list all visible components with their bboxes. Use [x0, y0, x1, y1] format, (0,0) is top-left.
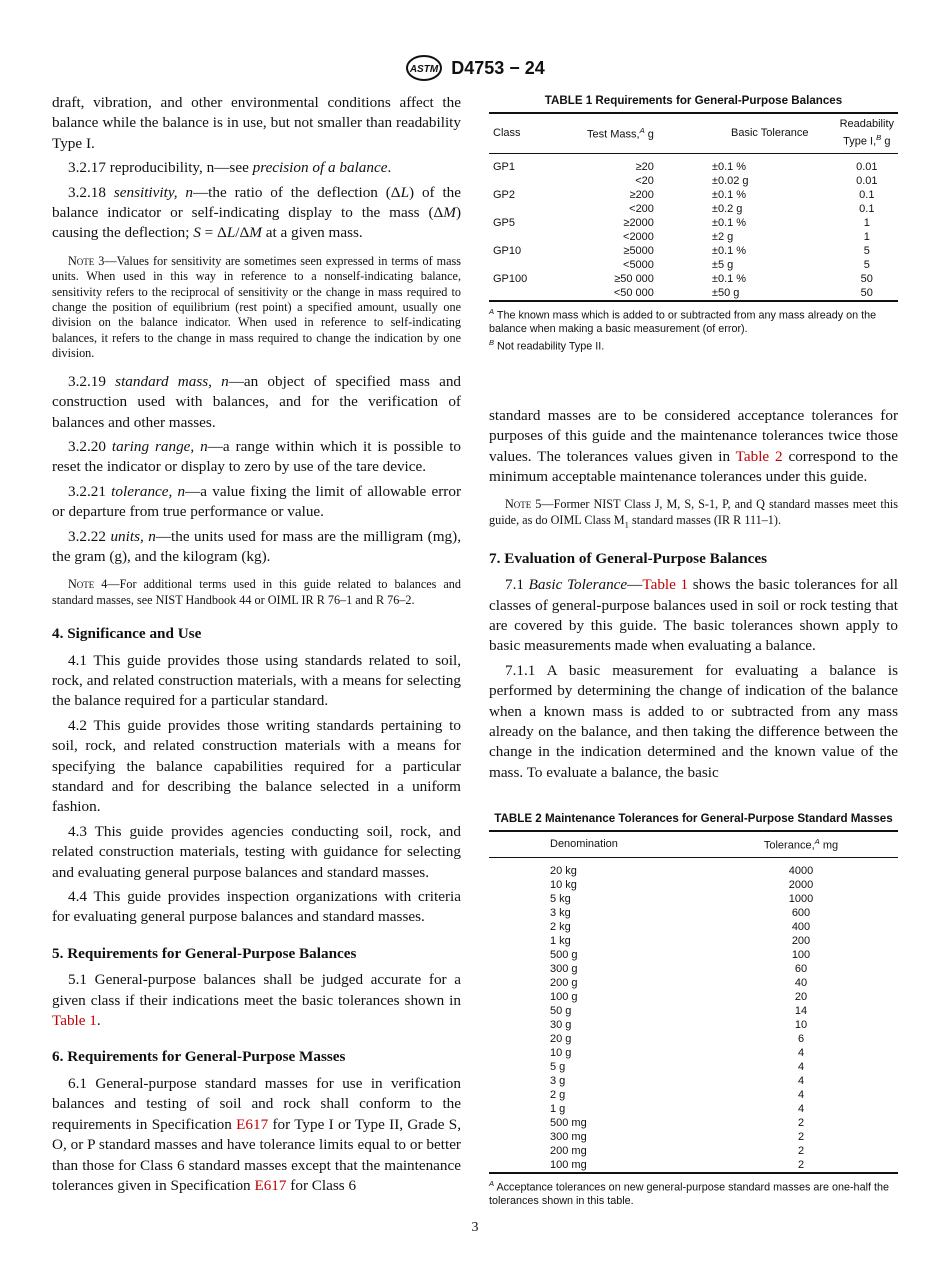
table-cell: 0.01: [856, 160, 878, 173]
italic-term: units, n: [110, 527, 156, 545]
italic-term: taring range, n: [111, 437, 208, 455]
table-cell: 4: [797, 1102, 805, 1115]
table-cell: ≥50 000: [614, 272, 654, 285]
footnote-text: Not readability Type II.: [494, 340, 605, 353]
table-cell: 5: [863, 258, 870, 271]
table-cell: 6: [797, 1032, 805, 1045]
footnote-mark: B: [489, 338, 495, 348]
text-run: ) of the balance indicator or self-indicating display to the mass (Δ: [52, 183, 462, 222]
table-row: [489, 230, 898, 244]
paragraph: [52, 482, 461, 523]
table-cell: 200: [791, 934, 811, 947]
text-run: standard masses are to be considered acceptance tolerances for purposes of this guide and the maintenance tolerances twice those values. The tolerances values given in: [489, 406, 898, 465]
table-cell: <20: [635, 174, 654, 187]
note-label: Note 3: [68, 253, 105, 268]
table-row: [489, 857, 898, 878]
table-cell: ±0.2 g: [711, 202, 743, 215]
table-cell: <5000: [623, 258, 654, 271]
paragraph: [52, 1074, 461, 1196]
table-row: [489, 216, 898, 230]
table-cell: 2 g: [550, 1088, 566, 1101]
table-cell: 400: [791, 920, 811, 933]
table-cell: 600: [791, 906, 811, 919]
table-2: [489, 811, 898, 1208]
table-cell: 0.1: [859, 188, 875, 201]
paragraph: [52, 183, 461, 244]
table-row: [489, 990, 898, 1004]
table-cell: 0.1: [859, 202, 875, 215]
text-run: 1: [624, 519, 629, 530]
table-cell: 10: [794, 1018, 808, 1031]
table-2-title: TABLE 2 Maintenance Tolerances for General-Purpose Standard Masses: [494, 812, 893, 826]
table-cell: 300 mg: [550, 1130, 587, 1143]
table-cell: 4000: [788, 864, 814, 877]
text-run: = Δ: [200, 224, 227, 242]
paragraph: [52, 651, 461, 712]
right-column: [489, 93, 898, 1208]
table-cell: 20: [794, 990, 808, 1003]
paragraph: [52, 887, 461, 928]
table-cell: 2: [797, 1130, 805, 1143]
table-cell: GP5: [493, 216, 516, 229]
table-row: [489, 153, 898, 174]
text-run: 4.1 This guide provides those using standards related to soil, rock, and related construction materials, with a means for selecting the balance required for a particular standard.: [52, 651, 461, 710]
column-header: Tolerance,$^A$ mg: [763, 837, 839, 852]
text-run: —Former NIST Class J, M, S, S-1, P, and Q standard masses meet this guide, as do OIML Class M: [489, 497, 899, 527]
reference-link[interactable]: Table 1: [52, 1012, 97, 1030]
table-cell: 5 g: [550, 1060, 566, 1073]
table-row: [489, 1032, 898, 1046]
table-cell: 14: [794, 1004, 808, 1017]
paragraph: [52, 527, 461, 568]
table-cell: [489, 286, 573, 301]
table-cell: ±0.1 %: [711, 188, 747, 201]
column-header: Test Mass,$^A$ g: [587, 126, 654, 141]
table-row: [489, 1088, 898, 1102]
text-run: 4.3 This guide provides agencies conducting soil, rock, and related construction materials, testing with guidance for selecting and evaluating general purpose balances and standard masses.: [52, 822, 461, 881]
table-row: [489, 1018, 898, 1032]
paragraph: [52, 158, 461, 178]
text-run: 3.2.22: [68, 527, 111, 545]
reference-link[interactable]: Table 1: [642, 576, 689, 594]
table-row: [489, 1158, 898, 1173]
table-cell: [489, 258, 573, 272]
table-cell: 100 mg: [550, 1158, 587, 1171]
column-header: Readability Type I,$^B$ g: [839, 118, 894, 148]
svg-text:ASTM: ASTM: [410, 64, 439, 75]
table-cell: 60: [794, 962, 808, 975]
note-label: Note 5: [505, 497, 542, 512]
table-1-footnote: [489, 305, 898, 337]
reference-link[interactable]: E617: [236, 1115, 269, 1133]
text-run: —the units used for mass are the milligram (mg), the gram (g), and the kilogram (kg).: [52, 527, 462, 565]
table-cell: 4: [797, 1074, 805, 1087]
table-cell: 10 kg: [550, 878, 577, 891]
table-row: [489, 258, 898, 272]
italic-term: Basic Tolerance: [528, 576, 628, 594]
table-cell: ±0.1 %: [711, 216, 747, 229]
table-cell: [489, 202, 573, 216]
text-run: —see: [214, 159, 253, 177]
table-row: [489, 1102, 898, 1116]
table-cell: <2000: [623, 230, 654, 243]
table-cell: ±50 g: [711, 286, 740, 299]
text-run: 3.2.17: [68, 159, 110, 177]
table-row: [489, 1144, 898, 1158]
italic-term: L: [226, 224, 236, 242]
italic-term: S: [193, 224, 201, 242]
text-run: 7. Evaluation of General-Purpose Balances: [489, 549, 768, 567]
text-run: 3.2.20: [68, 437, 112, 455]
text-run: ) causing the deflection;: [52, 204, 461, 242]
table-cell: ±0.1 %: [711, 160, 747, 173]
table-cell: 4: [797, 1060, 805, 1073]
table-cell: 3 g: [550, 1074, 566, 1087]
table-1: [489, 93, 898, 354]
table-row: [489, 934, 898, 948]
text-run: 4. Significance and Use: [52, 625, 202, 643]
paragraph: [489, 575, 898, 657]
text-run: 7.1: [505, 576, 529, 594]
text-run: at a given mass.: [261, 224, 363, 242]
table-row: [489, 244, 898, 258]
column-header: Basic Tolerance: [731, 126, 809, 139]
text-run: —a value fixing the limit of allowable error or departure from true performance or value.: [52, 482, 461, 521]
note: [52, 577, 461, 608]
table-cell: 100 g: [550, 990, 578, 1003]
table-cell: 300 g: [550, 962, 578, 975]
table-cell: ≥200: [629, 188, 654, 201]
table-cell: ≥20: [635, 160, 654, 173]
table-cell: 50 g: [550, 1004, 572, 1017]
text-run: standard masses (IR R 111–1).: [628, 512, 781, 527]
table-cell: 2000: [788, 878, 814, 891]
note: [52, 254, 461, 362]
text-run: 6. Requirements for General-Purpose Masses: [52, 1048, 346, 1066]
table-row: [489, 962, 898, 976]
table-row: [489, 1130, 898, 1144]
table-cell: 100: [791, 948, 811, 961]
table-cell: 2 kg: [550, 920, 571, 933]
column-header: Denomination: [550, 838, 618, 851]
text-run: .: [96, 1012, 101, 1030]
text-run: correspond to the minimum acceptable maintenance tolerances under this guide.: [489, 447, 898, 486]
text-run: 4.4 This guide provides inspection organizations with criteria for evaluating general purpose balances and standard masses.: [52, 888, 461, 926]
table-cell: 2: [797, 1116, 805, 1129]
text-run: —: [627, 576, 643, 594]
astm-logo-icon: [405, 54, 443, 82]
table-cell: 1 g: [550, 1102, 566, 1115]
reference-link[interactable]: E617: [254, 1176, 287, 1194]
note: [489, 497, 898, 532]
table-cell: ≥2000: [623, 216, 654, 229]
table-cell: 1: [863, 216, 870, 229]
table-row: [489, 1060, 898, 1074]
page-header: [0, 54, 950, 82]
text-run: reproducibility, n: [109, 159, 215, 177]
text-run: —Values for sensitivity are sometimes seen expressed in terms of mass units. When used in this way in reference to a nonself-indicating balance, sensitivity refers to the reciprocal of sensitivity or the change in mass required to change the position of equilibrium (rest point) a specified amount, usually one division on the balance indicator. When used in reference to self-indicating balances, it refers to the change in mass required to change the indication by one division.: [52, 253, 462, 361]
table-cell: [489, 230, 573, 244]
italic-term: L: [400, 183, 410, 201]
text-run: 4.2 This guide provides those writing standards pertaining to soil, rock, and related construction materials with a means for specifying the balance capabilities required for a particular standard and for describing the balance selected in a uniform fashion.: [52, 716, 461, 816]
note-label: Note 4: [68, 577, 108, 592]
italic-term: sensitivity, n: [113, 183, 193, 201]
table-1-footnote: [489, 336, 898, 354]
table-cell: ≥5000: [623, 244, 654, 257]
table-row: [489, 1046, 898, 1060]
text-run: /Δ: [235, 224, 250, 242]
table-row: [489, 1074, 898, 1088]
italic-term: tolerance, n: [111, 482, 186, 500]
section-heading: [489, 549, 898, 569]
table-2-footnote: $^A$ Acceptance tolerances on new general-purpose standard masses are one-half the tolerances shown in this table.: [489, 1178, 889, 1208]
text-run: —the ratio of the deflection (Δ: [192, 183, 401, 201]
table-cell: ±0.02 g: [711, 174, 749, 187]
footnote-text: The known mass which is added to or subtracted from any mass already on the balance when making a basic measurement (of error).: [489, 309, 877, 336]
paragraph: [52, 93, 461, 154]
table-row: [489, 892, 898, 906]
text-run: 7.1.1 A basic measurement for evaluating a balance is performed by determining the change of indication of the balance when a known mass is added to or subtracted from any mass already on the balance, and then taking the difference between the change in the indication determined and the known value of the mass. To evaluate a balance, the basic: [489, 661, 898, 781]
table-cell: GP100: [493, 272, 528, 285]
paragraph: [489, 406, 898, 488]
table-cell: 4: [797, 1088, 805, 1101]
paragraph: [52, 822, 461, 883]
table-cell: GP1: [493, 160, 516, 173]
table-cell: ±0.1 %: [711, 244, 747, 257]
table-row: [489, 188, 898, 202]
section-heading: [52, 944, 461, 964]
text-run: for Class 6: [286, 1176, 357, 1194]
table-cell: 200 mg: [550, 1144, 587, 1157]
table-row: [489, 948, 898, 962]
table-cell: 1000: [788, 892, 814, 905]
italic-term: M: [443, 204, 456, 222]
paragraph: [52, 437, 461, 478]
table-cell: 30 g: [550, 1018, 572, 1031]
text-run: 6.1 General-purpose standard masses for use in verification balances and testing of soil and rock shall conform to the requirements in Specification: [52, 1074, 461, 1133]
section-heading: [52, 1047, 461, 1067]
italic-term: M: [249, 224, 262, 242]
table-cell: 50: [860, 286, 873, 299]
paragraph: [489, 661, 898, 783]
table-row: [489, 1116, 898, 1130]
table-cell: 5: [863, 244, 870, 257]
table-cell: GP2: [493, 188, 516, 201]
document-id: D4753 − 24: [451, 57, 545, 78]
table-cell: [489, 174, 573, 188]
paragraph: [52, 372, 461, 433]
text-run: 3.2.18: [68, 183, 114, 201]
table-cell: 2: [797, 1144, 805, 1157]
page-number: 3: [471, 1220, 479, 1235]
text-run: 3.2.21: [68, 482, 112, 500]
table-cell: 1: [863, 230, 870, 243]
table-cell: 5 kg: [550, 892, 571, 905]
reference-link[interactable]: Table 2: [735, 447, 783, 465]
italic-term: standard mass, n: [115, 372, 229, 390]
text-run: for Type I or Type II, Grade S, O, or P standard masses and have tolerance limits equal to or better than those for Class 6 standard masses except that the maintenance tolerances given in Specification: [52, 1115, 461, 1194]
table-cell: <200: [629, 202, 654, 215]
left-column: [52, 93, 461, 1200]
paragraph: [52, 970, 461, 1031]
table-cell: 0.01: [856, 174, 878, 187]
text-run: 3.2.19: [68, 372, 116, 390]
table-cell: 3 kg: [550, 906, 571, 919]
table-row: [489, 920, 898, 934]
table-cell: 10 g: [550, 1046, 572, 1059]
text-run: —For additional terms used in this guide related to balances and standard masses, see NIST Handbook 44 or OIML IR R 76–1 and R 76–2.: [52, 577, 461, 607]
table-row: [489, 976, 898, 990]
table-row: [489, 906, 898, 920]
text-run: .: [387, 159, 392, 177]
text-run: —a range within which it is possible to reset the indicator or display to zero by use of the tare device.: [52, 437, 462, 476]
table-cell: 50: [860, 272, 873, 285]
text-run: shows the basic tolerances for all classes of general-purpose balances used in soil or rock testing that are covered by this guide. The basic tolerances shown apply to basic measurements made when evaluating a balance.: [489, 576, 899, 655]
table-row: [489, 878, 898, 892]
table-row: [489, 272, 898, 286]
table-cell: ±0.1 %: [711, 272, 747, 285]
table-row: [489, 202, 898, 216]
section-heading: [52, 624, 461, 644]
text-run: draft, vibration, and other environmental conditions affect the balance while the balance is in use, but not smaller than readability Type I.: [52, 94, 461, 152]
table-cell: 2: [797, 1158, 805, 1171]
table-cell: ±2 g: [711, 230, 734, 243]
footnote-mark: A: [489, 306, 495, 316]
table-cell: GP10: [493, 244, 522, 257]
table-row: [489, 1004, 898, 1018]
text-run: 5.1 General-purpose balances shall be judged accurate for a given class if their indications meet the basic tolerances shown in: [52, 971, 461, 1009]
table-cell: 20 g: [550, 1032, 572, 1045]
text-run: —an object of specified mass and construction used with balances, and for the verification of balances and other masses.: [52, 372, 462, 431]
italic-term: precision of a balance: [252, 159, 388, 177]
table-cell: 40: [794, 976, 808, 989]
paragraph: [52, 716, 461, 818]
table-cell: 500 g: [550, 948, 578, 961]
table-cell: 500 mg: [550, 1116, 587, 1129]
table-cell: <50 000: [613, 286, 654, 299]
table-cell: 20 kg: [550, 864, 577, 877]
table-cell: ±5 g: [711, 258, 734, 271]
table-cell: 1 kg: [550, 934, 571, 947]
table-cell: 4: [797, 1046, 805, 1059]
table-1-title: TABLE 1 Requirements for General-Purpose Balances: [544, 94, 843, 107]
table-cell: 200 g: [550, 976, 578, 989]
table-row: [489, 286, 898, 301]
column-header: Class: [493, 126, 521, 139]
text-run: 5. Requirements for General-Purpose Balances: [52, 944, 357, 962]
table-row: [489, 174, 898, 188]
